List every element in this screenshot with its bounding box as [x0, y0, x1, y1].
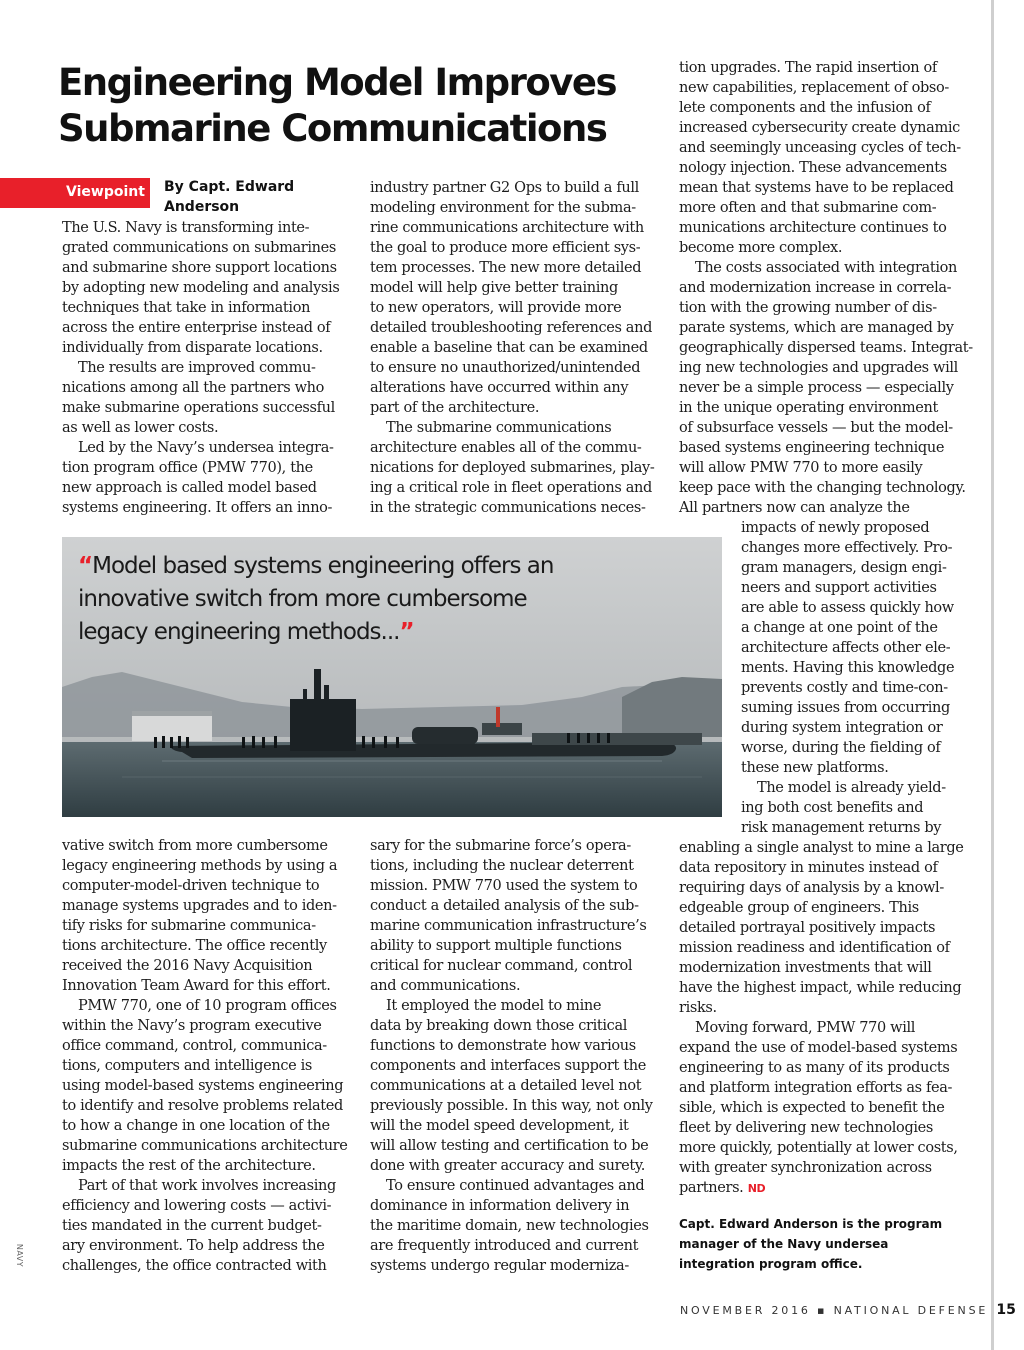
text-line: neers and support activities	[741, 580, 937, 596]
last-line-wrap	[679, 1178, 969, 1199]
text-line: ing a critical role in fleet operations and	[370, 480, 652, 496]
text-line: rine communications architecture with	[370, 220, 644, 236]
text-line: risks.	[679, 1000, 717, 1016]
text-line: lete components and the infusion of	[679, 100, 931, 116]
text-line: fleet by delivering new technologies	[679, 1120, 933, 1136]
text-line: as well as lower costs.	[62, 420, 219, 436]
text-line: legacy engineering methods by using a	[62, 858, 338, 874]
text-line: ary environment. To help address the	[62, 1238, 325, 1254]
text-line: To ensure continued advantages and	[386, 1178, 645, 1194]
page-number: 15	[996, 1302, 1016, 1318]
text-line: of subsurface vessels — but the model-	[679, 420, 953, 436]
text-line: Part of that work involves increasing	[78, 1178, 336, 1194]
footer-publication: NATIONAL DEFENSE	[833, 1304, 989, 1317]
text-line: within the Navy’s program executive	[62, 1018, 322, 1034]
text-line: are able to assess quickly how	[741, 600, 954, 616]
text-line: keep pace with the changing technology.	[679, 480, 966, 496]
text-line: submarine communications architecture	[62, 1138, 348, 1154]
text-line: architecture enables all of the commu-	[370, 440, 642, 456]
text-line: will allow testing and certification to be	[370, 1138, 649, 1154]
text-line: edgeable group of engineers. This	[679, 900, 919, 916]
text-line: challenges, the office contracted with	[62, 1258, 327, 1274]
text-line: systems undergo regular moderniza-	[370, 1258, 629, 1274]
text-line: never be a simple process — especially	[679, 380, 954, 396]
text-line: by adopting new modeling and analysis	[62, 280, 340, 296]
text-line: suming issues from occurring	[741, 700, 950, 716]
pull-quote	[78, 550, 598, 649]
text-line: and submarine shore support locations	[62, 260, 337, 276]
paragraph	[370, 996, 655, 1176]
paragraph	[679, 778, 969, 1018]
text-line: become more complex.	[679, 240, 843, 256]
text-line: data by breaking down those critical	[370, 1018, 628, 1034]
text-line: tions, including the nuclear deterrent	[370, 858, 634, 874]
text-line: make submarine operations successful	[62, 400, 335, 416]
text-line: manage systems upgrades and to iden-	[62, 898, 337, 914]
text-line: PMW 770, one of 10 program offices	[78, 998, 337, 1014]
text-line: All partners now can analyze the	[679, 500, 910, 516]
text-line: risk management returns by	[741, 820, 942, 836]
text-line: gram managers, design engi-	[741, 560, 947, 576]
text-line: systems engineering. It offers an inno-	[62, 500, 333, 516]
text-line: Led by the Navy’s undersea integra-	[78, 440, 334, 456]
text-line: functions to demonstrate how various	[370, 1038, 636, 1054]
text-line: geographically dispersed teams. Integrat-	[679, 340, 973, 356]
text-line: more quickly, potentially at lower costs,	[679, 1140, 958, 1156]
text-line: during system integration or	[741, 720, 943, 736]
paragraph	[370, 178, 655, 418]
text-line: architecture affects other ele-	[741, 640, 951, 656]
text-line: part of the architecture.	[370, 400, 540, 416]
paragraph	[679, 1018, 969, 1199]
text-line: critical for nuclear command, control	[370, 958, 633, 974]
text-line: engineering to as many of its products	[679, 1060, 950, 1076]
text-line: sible, which is expected to benefit the	[679, 1100, 945, 1116]
text-line: worse, during the fielding of	[741, 740, 941, 756]
text-line: ing new technologies and upgrades will	[679, 360, 958, 376]
text-line: conduct a detailed analysis of the sub-	[370, 898, 639, 914]
text-line: and modernization increase in correla-	[679, 280, 952, 296]
text-line: The U.S. Navy is transforming inte-	[62, 220, 310, 236]
text-line: munications architecture continues to	[679, 220, 947, 236]
text-line: and platform integration efforts as fea-	[679, 1080, 953, 1096]
text-line: modeling environment for the subma-	[370, 200, 636, 216]
paragraph	[679, 258, 973, 498]
text-line: The submarine communications	[386, 420, 612, 436]
text-line: computer-model-driven technique to	[62, 878, 320, 894]
text-line: based systems engineering technique	[679, 440, 945, 456]
text-line: Innovation Team Award for this effort.	[62, 978, 331, 994]
text-line: to how a change in one location of the	[62, 1118, 330, 1134]
text-line: ments. Having this knowledge	[741, 660, 955, 676]
text-line: to identify and resolve problems related	[62, 1098, 343, 1114]
text-line: ties mandated in the current budget-	[62, 1218, 322, 1234]
text-line: techniques that take in information	[62, 300, 311, 316]
page-edge-rule	[991, 0, 994, 1350]
text-line: modernization investments that will	[679, 960, 932, 976]
text-line: nications for deployed submarines, play-	[370, 460, 655, 476]
text-line: increased cybersecurity create dynamic	[679, 120, 960, 136]
text-line: with greater synchronization across	[679, 1160, 932, 1176]
text-line: expand the use of model-based systems	[679, 1040, 958, 1056]
text-line: using model-based systems engineering	[62, 1078, 344, 1094]
footer-issue: NOVEMBER 2016	[680, 1304, 811, 1317]
text-line: to new operators, will provide more	[370, 300, 622, 316]
text-line: parate systems, which are managed by	[679, 320, 954, 336]
text-line: Moving forward, PMW 770 will	[695, 1020, 916, 1036]
pull-quote-open-mark: “	[78, 553, 93, 579]
paragraph	[62, 1176, 342, 1276]
text-line: requiring days of analysis by a knowl-	[679, 880, 944, 896]
text-line: tions architecture. The office recently	[62, 938, 327, 954]
text-line: ability to support multiple functions	[370, 938, 622, 954]
text-line: tions, computers and intelligence is	[62, 1058, 312, 1074]
text-line: to ensure no unauthorized/unintended	[370, 360, 641, 376]
text-line: impacts of newly proposed	[741, 520, 930, 536]
column-1-top	[62, 218, 342, 518]
paragraph	[679, 58, 969, 258]
text-line: alterations have occurred within any	[370, 380, 629, 396]
text-line: data repository in minutes instead of	[679, 860, 938, 876]
text-line: communications at a detailed level not	[370, 1078, 642, 1094]
paragraph	[62, 358, 342, 438]
paragraph	[370, 1176, 655, 1276]
paragraph	[370, 836, 655, 996]
text-line: mean that systems have to be replaced	[679, 180, 954, 196]
column-1-bottom	[62, 836, 348, 1276]
text-line: mission readiness and identification of	[679, 940, 950, 956]
text-line: across the entire enterprise instead of	[62, 320, 331, 336]
text-line: will allow PMW 770 to more easily	[679, 460, 923, 476]
text-line: nications among all the partners who	[62, 380, 325, 396]
text-line: will the model speed development, it	[370, 1118, 629, 1134]
text-line: ing both cost benefits and	[741, 800, 924, 816]
text-line: nology injection. These advancements	[679, 160, 947, 176]
text-line: done with greater accuracy and surety.	[370, 1158, 646, 1174]
byline: By Capt. Edward Anderson	[164, 179, 295, 215]
text-line: enabling a single analyst to mine a large	[679, 840, 964, 856]
text-line: in the strategic communications neces-	[370, 500, 646, 516]
text-line: prevents costly and time-con-	[741, 680, 948, 696]
author-bio: Capt. Edward Anderson is the program manager of the Navy undersea integration program office.	[679, 1217, 943, 1271]
text-line: new approach is called model based	[62, 480, 317, 496]
text-line: and communications.	[370, 978, 521, 994]
text-line: detailed troubleshooting references and	[370, 320, 653, 336]
text-line: The costs associated with integration	[695, 260, 957, 276]
section-tag	[0, 178, 150, 208]
text-line: the maritime domain, new technologies	[370, 1218, 649, 1234]
text-line: industry partner G2 Ops to build a full	[370, 180, 639, 196]
text-line: vative switch from more cumbersome	[62, 838, 328, 854]
text-line: detailed portrayal positively impacts	[679, 920, 936, 936]
column-2-top	[370, 178, 655, 518]
text-line: previously possible. In this way, not only	[370, 1098, 653, 1114]
text-line: partners.	[679, 1180, 744, 1196]
text-line: are frequently introduced and current	[370, 1238, 639, 1254]
text-line: office command, control, communica-	[62, 1038, 327, 1054]
text-line: model will help give better training	[370, 280, 618, 296]
text-line: It employed the model to mine	[386, 998, 602, 1014]
end-mark: ND	[747, 1182, 766, 1195]
text-line: mission. PMW 770 used the system to	[370, 878, 638, 894]
text-line: enable a baseline that can be examined	[370, 340, 648, 356]
paragraph	[62, 996, 348, 1176]
text-line: tion program office (PMW 770), the	[62, 460, 313, 476]
paragraph	[62, 218, 342, 358]
text-line: the goal to produce more efficient sys-	[370, 240, 641, 256]
text-line: The model is already yield-	[757, 780, 946, 796]
text-line: changes more effectively. Pro-	[741, 540, 953, 556]
photo-credit-text: NAVY	[15, 1243, 25, 1268]
text-line: tem processes. The new more detailed	[370, 260, 642, 276]
footer-separator: ▪	[817, 1304, 828, 1317]
text-line: The results are improved commu-	[78, 360, 316, 376]
page-footer	[680, 1302, 1016, 1318]
text-line: tion with the growing number of dis-	[679, 300, 937, 316]
paragraph	[62, 836, 342, 996]
text-line: new capabilities, replacement of obso-	[679, 80, 949, 96]
pull-quote-text: Model based systems engineering offers an innovative switch from more cumbersome legacy engineering methods...	[78, 553, 554, 645]
text-line: efficiency and lowering costs — activi-	[62, 1198, 332, 1214]
text-line: sary for the submarine force’s opera-	[370, 838, 631, 854]
section-tag-label: Viewpoint	[66, 184, 145, 200]
text-line: marine communication infrastructure’s	[370, 918, 647, 934]
text-line: grated communications on submarines	[62, 240, 336, 256]
paragraph	[679, 498, 969, 778]
article-title: Engineering Model Improves Submarine Communications	[58, 61, 617, 150]
text-line: dominance in information delivery in	[370, 1198, 630, 1214]
pull-quote-close-mark: ”	[399, 619, 414, 645]
text-line: tify risks for submarine communica-	[62, 918, 316, 934]
text-line: and seemingly unceasing cycles of tech-	[679, 140, 961, 156]
text-line: tion upgrades. The rapid insertion of	[679, 60, 937, 76]
text-line: a change at one point of the	[741, 620, 938, 636]
paragraph	[370, 418, 655, 518]
photo-credit	[15, 1237, 34, 1277]
text-line: have the highest impact, while reducing	[679, 980, 962, 996]
text-line: impacts the rest of the architecture.	[62, 1158, 316, 1174]
text-line: more often and that submarine com-	[679, 200, 937, 216]
paragraph	[62, 438, 342, 518]
text-line: components and interfaces support the	[370, 1058, 646, 1074]
column-3	[679, 58, 973, 1199]
text-line: individually from disparate locations.	[62, 340, 323, 356]
text-line: in the unique operating environment	[679, 400, 938, 416]
column-2-bottom	[370, 836, 655, 1276]
text-line: these new platforms.	[741, 760, 889, 776]
text-line: received the 2016 Navy Acquisition	[62, 958, 313, 974]
